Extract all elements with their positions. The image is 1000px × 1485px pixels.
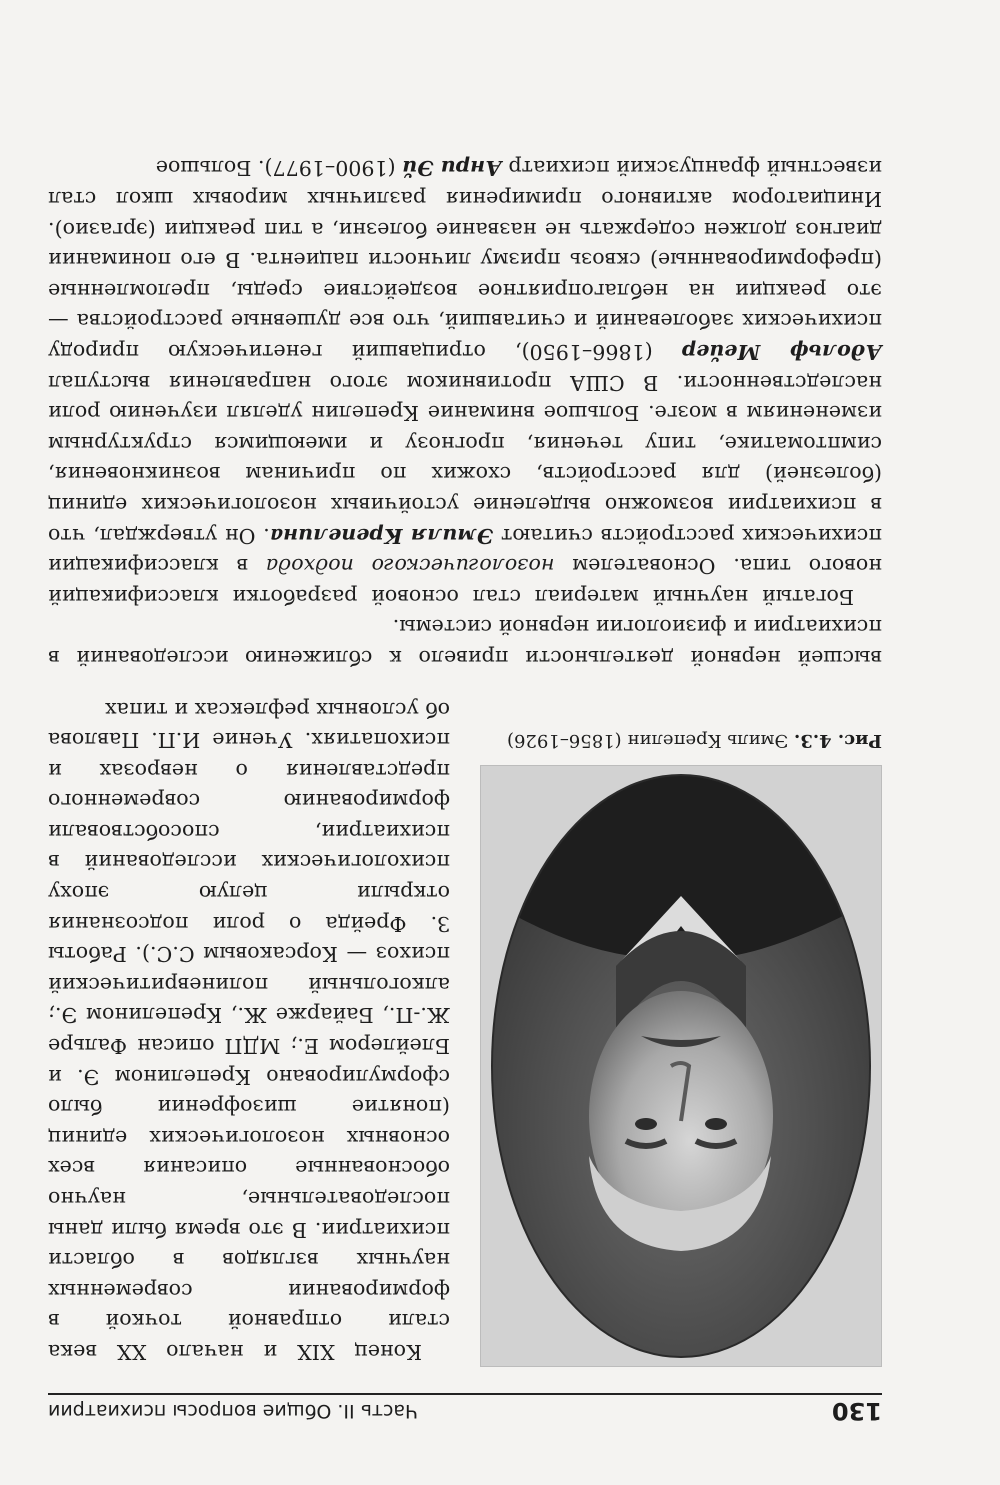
- paragraph: высшей нервной деятельности привело к сближению исследований в психиатрии и физиологии нервной системы.: [48, 615, 882, 670]
- figure-label: Рис. 4.3.: [794, 730, 882, 751]
- text-run: . Он утверждал, что в психиатрии возможно выделение устойчивых нозологических единиц (болезней) для расстройств, схожих по причинам возникновения, симптоматике, типу течения, прогнозу и имеющимся структурным изменениям в мозге. Большое внимание Крепелин уделял изучению роли наследственности. В США противником этого направления выступал: [48, 370, 882, 548]
- figure-caption: [462, 728, 882, 752]
- main-body-text: [48, 153, 882, 673]
- term-nosological-approach: нозологического подхода: [265, 554, 555, 579]
- figure-caption-text: Эмиль Крепелин (1856–1926): [507, 730, 789, 751]
- portrait-illustration: [481, 766, 881, 1366]
- paragraph: Конец XIX и начало XX века стали отправной точкой в формировании современных научных взглядов в области психиатрии. В это время были даны последовательные, научно обоснованные описания всех основных нозологических единиц (понятие шизофрении было сформулировано Крепелином Э. и Блейлером Е.; МДП описан Фальре Ж.-П., Байарже Ж., Крепелином Э.; алкогольный полиневритический психоз — Корсаковым С.С.). Работы З. Фрейда о роли подсознания открыли целую эпоху психологических исследований в психиатрии, способствовали формированию современного представления о неврозах и психопатиях. Учение И.П. Павлова об условных рефлексах и типах: [48, 697, 450, 1364]
- side-column-text: [48, 694, 450, 1367]
- name-meyer: Адольф Мейер: [681, 340, 882, 365]
- page-header: [48, 1393, 882, 1425]
- name-kraepelin: Эмиля Крепелина: [269, 523, 494, 548]
- portrait-photo: [480, 765, 882, 1367]
- text-run: (1900–1977). Большое: [155, 156, 403, 181]
- text-run: Богатый научный материал стал основой разработки классификаций нового типа. Основателем: [48, 554, 882, 609]
- paragraph: [48, 153, 882, 612]
- running-head: Часть II. Общие вопросы психиатрии: [48, 1400, 419, 1422]
- name-ey: Анри Эй: [402, 156, 502, 181]
- text-run: (1866–1950), отрицавший генетическую природу психических заболеваний и считавший, что все душевные расстройства — это реакции на неблагоприятное воздействие среды, преломленные (преформированные) сквозь призму личности пациента. В его понимании диагноз должен содержать не название болезни, а тип реакции (эргазио). Инициатором активного примирения различных мировых школ стал известный французский психиатр: [48, 156, 882, 365]
- text-run: в классификации психических расстройств считают: [48, 523, 882, 579]
- page-number: 130: [831, 1397, 882, 1425]
